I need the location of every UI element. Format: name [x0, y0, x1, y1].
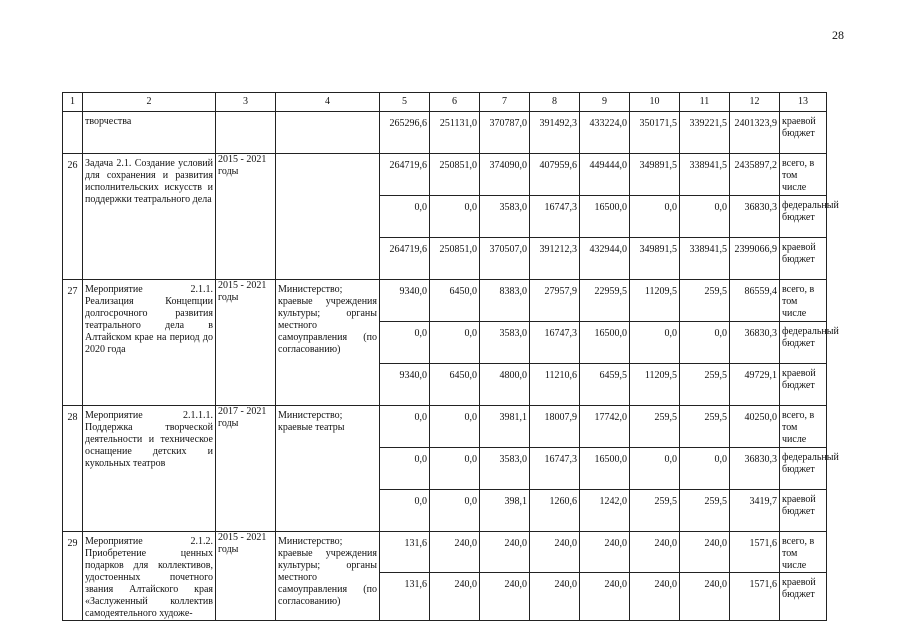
value-cell: 4800,0	[480, 364, 530, 406]
value-cell: 86559,4	[730, 280, 780, 322]
column-header: 5	[380, 93, 430, 112]
years-cell: 2015 - 2021 годы	[216, 280, 276, 406]
value-cell: 2401323,9	[730, 112, 780, 154]
value-cell: 449444,0	[580, 154, 630, 196]
value-cell: 0,0	[630, 448, 680, 490]
value-cell: 0,0	[380, 406, 430, 448]
value-cell: 0,0	[430, 448, 480, 490]
value-cell: 240,0	[530, 573, 580, 621]
value-cell: 240,0	[680, 573, 730, 621]
row-name-cell: творчества	[83, 112, 216, 154]
value-cell: 16747,3	[530, 448, 580, 490]
value-cell: 27957,9	[530, 280, 580, 322]
value-cell: 16500,0	[580, 322, 630, 364]
column-header: 11	[680, 93, 730, 112]
row-number-cell: 26	[63, 154, 83, 280]
value-cell: 264719,6	[380, 238, 430, 280]
column-header: 9	[580, 93, 630, 112]
value-cell: 16747,3	[530, 196, 580, 238]
value-cell: 40250,0	[730, 406, 780, 448]
value-cell: 22959,5	[580, 280, 630, 322]
value-cell: 240,0	[630, 573, 680, 621]
value-cell: 0,0	[380, 322, 430, 364]
header-row	[63, 93, 827, 112]
column-header: 10	[630, 93, 680, 112]
value-cell: 0,0	[380, 196, 430, 238]
budget-label-cell: всего, в том числе	[780, 280, 827, 322]
value-cell: 16500,0	[580, 196, 630, 238]
column-header: 1	[63, 93, 83, 112]
value-cell: 259,5	[680, 280, 730, 322]
column-header: 6	[430, 93, 480, 112]
value-cell: 370507,0	[480, 238, 530, 280]
value-cell: 0,0	[630, 322, 680, 364]
value-cell: 259,5	[680, 364, 730, 406]
value-cell: 264719,6	[380, 154, 430, 196]
executor-cell: Министерство; краевые учреждения культуры; органы местного самоуправления (по согласованию)	[276, 532, 380, 621]
value-cell: 240,0	[430, 532, 480, 573]
value-cell: 0,0	[430, 406, 480, 448]
value-cell: 9340,0	[380, 280, 430, 322]
value-cell: 3981,1	[480, 406, 530, 448]
value-cell: 338941,5	[680, 238, 730, 280]
value-cell: 9340,0	[380, 364, 430, 406]
budget-label-cell: всего, в том числе	[780, 532, 827, 573]
value-cell: 18007,9	[530, 406, 580, 448]
value-cell: 8383,0	[480, 280, 530, 322]
value-cell: 391212,3	[530, 238, 580, 280]
row-number-cell: 28	[63, 406, 83, 532]
years-cell: 2017 - 2021 годы	[216, 406, 276, 532]
table-row	[63, 154, 827, 196]
row-name-cell: Задача 2.1. Создание условий для сохранения и развития исполнительских искусств и поддержки театрального дела	[83, 154, 216, 280]
value-cell: 0,0	[430, 196, 480, 238]
value-cell: 240,0	[480, 573, 530, 621]
row-name-cell: Мероприятие 2.1.2. Приобретение ценных подарков для коллективов, удостоенных почетного звания Алтайского края «Заслуженный коллектив самодеятельного художе-	[83, 532, 216, 621]
value-cell: 17742,0	[580, 406, 630, 448]
years-cell: 2015 - 2021 годы	[216, 532, 276, 621]
value-cell: 6450,0	[430, 280, 480, 322]
column-header: 3	[216, 93, 276, 112]
value-cell: 16500,0	[580, 448, 630, 490]
value-cell: 240,0	[580, 573, 630, 621]
value-cell: 251131,0	[430, 112, 480, 154]
value-cell: 2399066,9	[730, 238, 780, 280]
budget-label-cell: федеральный бюджет	[780, 322, 827, 364]
value-cell: 1571,6	[730, 573, 780, 621]
column-header: 8	[530, 93, 580, 112]
value-cell: 240,0	[430, 573, 480, 621]
value-cell: 3419,7	[730, 490, 780, 532]
budget-table	[62, 92, 839, 621]
value-cell: 259,5	[630, 490, 680, 532]
executor-cell	[276, 112, 380, 154]
executor-cell: Министерство; краевые театры	[276, 406, 380, 532]
value-cell: 3583,0	[480, 196, 530, 238]
value-cell: 398,1	[480, 490, 530, 532]
value-cell: 0,0	[380, 448, 430, 490]
column-header: 4	[276, 93, 380, 112]
value-cell: 240,0	[530, 532, 580, 573]
table-row	[63, 532, 827, 573]
budget-label-cell: всего, в том числе	[780, 154, 827, 196]
value-cell: 240,0	[580, 532, 630, 573]
value-cell: 0,0	[680, 196, 730, 238]
value-cell: 391492,3	[530, 112, 580, 154]
value-cell: 432944,0	[580, 238, 630, 280]
value-cell: 0,0	[430, 490, 480, 532]
value-cell: 6450,0	[430, 364, 480, 406]
years-cell	[216, 112, 276, 154]
value-cell: 259,5	[630, 406, 680, 448]
value-cell: 0,0	[680, 448, 730, 490]
budget-label-cell: краевой бюджет	[780, 364, 827, 406]
budget-label-cell: федеральный бюджет	[780, 196, 827, 238]
value-cell: 433224,0	[580, 112, 630, 154]
table-row	[63, 406, 827, 448]
value-cell: 350171,5	[630, 112, 680, 154]
value-cell: 250851,0	[430, 154, 480, 196]
value-cell: 1242,0	[580, 490, 630, 532]
value-cell: 11210,6	[530, 364, 580, 406]
value-cell: 407959,6	[530, 154, 580, 196]
value-cell: 131,6	[380, 532, 430, 573]
table-row	[63, 280, 827, 322]
value-cell: 6459,5	[580, 364, 630, 406]
value-cell: 240,0	[680, 532, 730, 573]
column-header: 7	[480, 93, 530, 112]
value-cell: 250851,0	[430, 238, 480, 280]
years-cell: 2015 - 2021 годы	[216, 154, 276, 280]
column-header: 12	[730, 93, 780, 112]
table-body	[63, 93, 839, 621]
value-cell: 1260,6	[530, 490, 580, 532]
executor-cell: Министерство; краевые учреждения культуры; органы местного самоуправления (по согласованию)	[276, 280, 380, 406]
row-name-cell: Мероприятие 2.1.1.1. Поддержка творческой деятельности и техническое оснащение детских и кукольных театров	[83, 406, 216, 532]
value-cell: 349891,5	[630, 154, 680, 196]
value-cell: 240,0	[480, 532, 530, 573]
value-cell: 240,0	[630, 532, 680, 573]
value-cell: 3583,0	[480, 322, 530, 364]
value-cell: 0,0	[430, 322, 480, 364]
value-cell: 36830,3	[730, 448, 780, 490]
row-number-cell: 27	[63, 280, 83, 406]
value-cell: 3583,0	[480, 448, 530, 490]
column-header: 2	[83, 93, 216, 112]
budget-label-cell: федеральный бюджет	[780, 448, 827, 490]
value-cell: 370787,0	[480, 112, 530, 154]
value-cell: 0,0	[680, 322, 730, 364]
value-cell: 2435897,2	[730, 154, 780, 196]
row-number-cell: 29	[63, 532, 83, 621]
table-row	[63, 112, 827, 154]
page-number: 28	[832, 28, 844, 42]
value-cell: 11209,5	[630, 364, 680, 406]
value-cell: 36830,3	[730, 196, 780, 238]
value-cell: 259,5	[680, 406, 730, 448]
executor-cell	[276, 154, 380, 280]
value-cell: 339221,5	[680, 112, 730, 154]
value-cell: 0,0	[630, 196, 680, 238]
column-header: 13	[780, 93, 827, 112]
value-cell: 259,5	[680, 490, 730, 532]
budget-label-cell: краевой бюджет	[780, 490, 827, 532]
budget-label-cell: краевой бюджет	[780, 112, 827, 154]
value-cell: 49729,1	[730, 364, 780, 406]
value-cell: 338941,5	[680, 154, 730, 196]
value-cell: 0,0	[380, 490, 430, 532]
value-cell: 131,6	[380, 573, 430, 621]
row-name-cell: Мероприятие 2.1.1. Реализация Концепции долгосрочного развития театрального дела в Алтайском крае на период до 2020 года	[83, 280, 216, 406]
value-cell: 36830,3	[730, 322, 780, 364]
value-cell: 16747,3	[530, 322, 580, 364]
budget-label-cell: краевой бюджет	[780, 238, 827, 280]
value-cell: 349891,5	[630, 238, 680, 280]
value-cell: 374090,0	[480, 154, 530, 196]
value-cell: 265296,6	[380, 112, 430, 154]
value-cell: 1571,6	[730, 532, 780, 573]
budget-label-cell: краевой бюджет	[780, 573, 827, 621]
budget-label-cell: всего, в том числе	[780, 406, 827, 448]
value-cell: 11209,5	[630, 280, 680, 322]
row-number-cell	[63, 112, 83, 154]
